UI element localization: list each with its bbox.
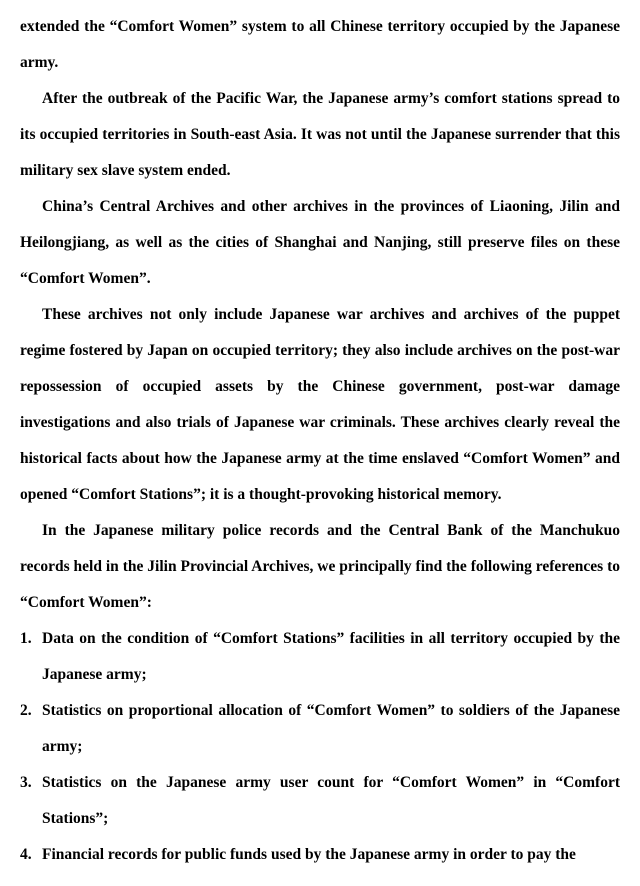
- list-item: [20, 765, 620, 837]
- list-item-number: 3.: [20, 774, 32, 791]
- list-item: [20, 693, 620, 765]
- list-item-number: 1.: [20, 630, 32, 647]
- paragraph-continuation: extended the “Comfort Women” system to all Chinese territory occupied by the Japanese army.: [20, 18, 620, 71]
- paragraph-archives: China’s Central Archives and other archives in the provinces of Liaoning, Jilin and Heilongjiang, as well as the cities of Shanghai and Nanjing, still preserve files on these “Comfort Women”.: [20, 198, 620, 287]
- list-item-text: Statistics on proportional allocation of “Comfort Women” to soldiers of the Japanese army;: [42, 702, 620, 755]
- list-item-text: Data on the condition of “Comfort Stations” facilities in all territory occupied by the Japanese army;: [42, 630, 620, 683]
- list-item: [20, 837, 620, 873]
- list-item-text: Financial records for public funds used by the Japanese army in order to pay the: [42, 846, 576, 863]
- list-item-number: 2.: [20, 702, 32, 719]
- list-item-text: Statistics on the Japanese army user count for “Comfort Women” in “Comfort Stations”;: [42, 774, 620, 827]
- paragraph-archive-contents: These archives not only include Japanese war archives and archives of the puppet regime fostered by Japan on occupied territory; they also include archives on the post-war repossession of occupied assets by the Chinese government, post-war damage investigations and also trials of Japanese war criminals. These archives clearly reveal the historical facts about how the Japanese army at the time enslaved “Comfort Women” and opened “Comfort Stations”; it is a thought-provoking historical memory.: [20, 306, 620, 503]
- list-item-number: 4.: [20, 846, 32, 863]
- paragraph-jilin-records: In the Japanese military police records and the Central Bank of the Manchukuo records held in the Jilin Provincial Archives, we principally find the following references to “Comfort Women”:: [20, 522, 620, 611]
- paragraph-pacific-war: After the outbreak of the Pacific War, the Japanese army’s comfort stations spread to its occupied territories in South-east Asia. It was not until the Japanese surrender that this military sex slave system ended.: [20, 90, 620, 179]
- list-item: [20, 621, 620, 693]
